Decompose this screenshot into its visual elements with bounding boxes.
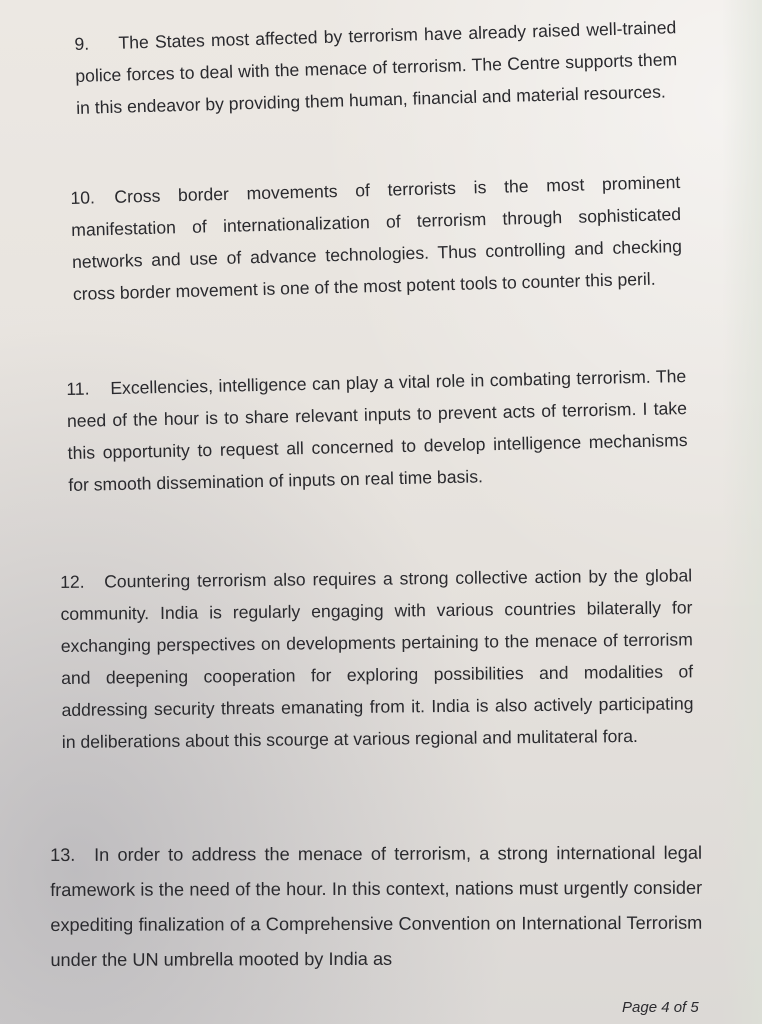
- paragraph-9: [74, 11, 678, 124]
- paragraph-text: Cross border movements of terrorists is the most prominent manifestation of internationalization of terrorism through sophisticated networks and use of advance technologies. Thus controlling and checking cross border movement is one of the most potent tools to counter this peril.: [70, 172, 683, 304]
- paragraph-text: Countering terrorism also requires a strong collective action by the global community. India is regularly engaging with various countries bilaterally for exchanging perspectives on developments pertaining to the menace of terrorism and deepening cooperation for exploring possibilities and modalities of addressing security threats emanating from it. India is also actively participating in deliberations about this scourge at various regional and mulitateral fora.: [60, 565, 694, 752]
- paragraph-text: In order to address the menace of terrorism, a strong international legal framework is the need of the hour. In this context, nations must urgently consider expediting finalization of a Comprehensive Convention on International Terrorism under the UN umbrella mooted by India as: [50, 842, 703, 970]
- paragraph-11: [66, 360, 689, 501]
- paragraph-number: 12.: [60, 571, 85, 592]
- page-number-footer: Page 4 of 5: [622, 999, 699, 1016]
- paragraph-number: 11.: [66, 378, 90, 399]
- paragraph-10: [70, 166, 683, 310]
- paragraph-number: 13.: [50, 844, 76, 865]
- paragraph-text: The States most affected by terrorism have already raised well-trained police forces to deal with the menace of terrorism. The Centre supports them in this endeavor by providing them human, financial and material resources.: [75, 17, 678, 118]
- paragraph-number: 10.: [70, 187, 96, 208]
- paragraph-number: 9.: [74, 33, 90, 54]
- page-edge-shadow: [722, 0, 762, 1024]
- paragraph-13: [50, 836, 702, 978]
- paragraph-text: Excellencies, intelligence can play a vital role in combating terrorism. The need of the hour is to share relevant inputs to prevent acts of terrorism. I take this opportunity to request all concerned to develop intelligence mechanisms for smooth dissemination of inputs on real time basis.: [66, 366, 688, 495]
- paragraph-12: [60, 559, 694, 758]
